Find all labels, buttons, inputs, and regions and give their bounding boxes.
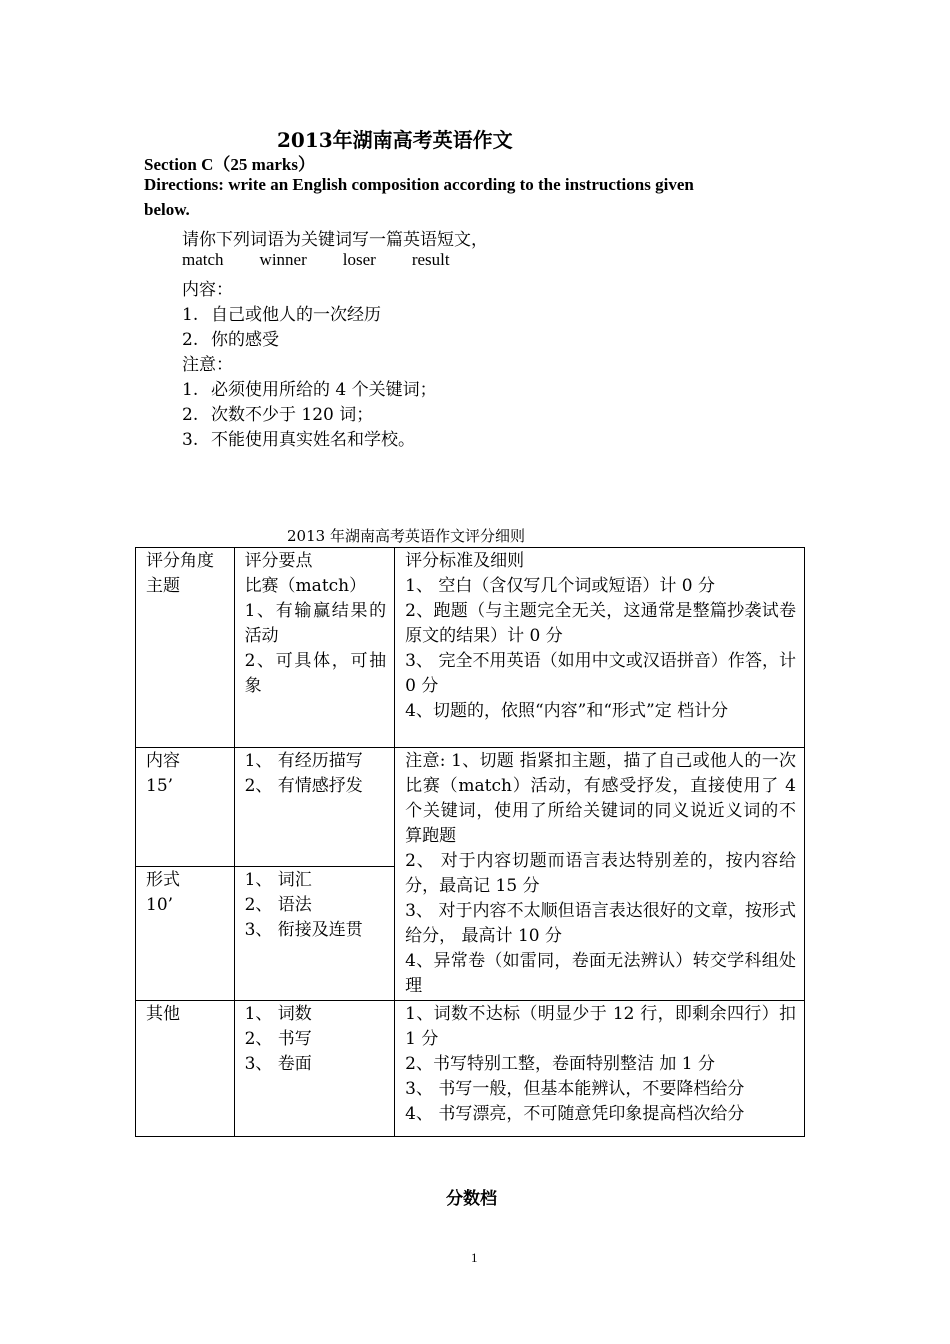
list-text: 你的感受	[211, 330, 279, 350]
cell-line: 其他	[146, 1004, 180, 1024]
cell-line: 2、 对于内容切题而语言表达特别差的，按内容给分，最高记 15 分	[405, 851, 797, 896]
table-cell	[136, 1001, 235, 1137]
content-item	[182, 300, 381, 325]
table-cell	[395, 1001, 805, 1137]
note-item	[182, 425, 415, 450]
section-heading: Section C（25 marks）	[144, 155, 315, 174]
cell-line: 评分角度	[146, 551, 214, 571]
list-text: 自己或他人的一次经历	[211, 305, 381, 325]
cell-line: 4、 书写漂亮，不可随意凭印象提高档次给分	[405, 1104, 745, 1124]
cell-line: 10’	[146, 895, 174, 916]
table-cell	[395, 748, 805, 1001]
table-caption: 2013 年湖南高考英语作文评分细则	[287, 527, 525, 545]
prompt-text: 请你下列词语为关键词写一篇英语短文，	[182, 230, 488, 250]
table-cell	[395, 548, 805, 748]
cell-line: 3、 卷面	[244, 1054, 312, 1074]
table-cell	[136, 748, 235, 867]
note-item	[182, 400, 373, 425]
cell-line: 2、可具体，可抽象	[244, 651, 387, 696]
list-number: 2.	[182, 330, 199, 350]
cell-line: 1、 词数	[244, 1004, 312, 1024]
list-number: 1.	[182, 305, 199, 325]
list-text: 次数不少于 120 词；	[211, 405, 374, 425]
keyword: match	[182, 250, 224, 269]
keyword: winner	[259, 250, 307, 269]
cell-line: 3、 书写一般，但基本能辨认，不要降档给分	[405, 1079, 745, 1099]
keywords-row	[182, 250, 450, 270]
list-text: 不能使用真实姓名和学校。	[211, 430, 415, 450]
cell-line: 3、 完全不用英语（如用中文或汉语拼音）作答，计 0 分	[405, 651, 796, 696]
list-text: 必须使用所给的 4 个关键词；	[211, 380, 437, 400]
keyword: result	[411, 250, 450, 269]
cell-line: 1、 有经历描写	[244, 751, 363, 771]
table-cell	[136, 867, 235, 1001]
cell-line: 评分要点	[244, 551, 313, 571]
page-number: 1	[471, 1250, 478, 1265]
table-row	[136, 1001, 805, 1137]
list-number: 2.	[182, 405, 199, 425]
cell-line: 4、异常卷（如雷同，卷面无法辨认）转交学科组处理	[405, 951, 796, 996]
table-row	[136, 548, 805, 748]
table-cell	[234, 548, 395, 748]
cell-line: 2、 书写	[244, 1029, 312, 1049]
content-item	[182, 325, 279, 350]
cell-line: 2、 有情感抒发	[244, 776, 363, 796]
cell-line: 2、书写特别工整，卷面特别整洁 加 1 分	[405, 1054, 715, 1074]
cell-line: 注意: 1、切题 指紧扣主题，描了自己或他人的一次比赛（match）活动，有感受抒发，直接使用了 4 个关键词，使用了所给关键词的同义说近义词的不算跑题	[405, 751, 796, 846]
keyword: loser	[342, 250, 376, 269]
cell-line: 3、 衔接及连贯	[244, 920, 363, 941]
document-title: 2013年湖南高考英语作文	[277, 128, 513, 152]
cell-line: 1、词数不达标（明显少于 12 行，即剩余四行）扣 1 分	[405, 1004, 796, 1049]
cell-line: 主题	[146, 576, 180, 596]
scoring-rubric-table	[135, 547, 805, 1137]
cell-line: 2、 语法	[244, 895, 312, 916]
content-label: 内容：	[182, 280, 233, 300]
score-bands-heading: 分数档	[446, 1189, 497, 1209]
cell-line: 15’	[146, 776, 174, 796]
table-cell	[234, 867, 395, 1001]
cell-line: 比赛（match）	[244, 576, 367, 596]
table-cell	[136, 548, 235, 748]
table-cell	[234, 1001, 395, 1137]
cell-line: 3、 对于内容不太顺但语言表达很好的文章，按形式给分， 最高计 10 分	[405, 901, 796, 946]
notes-label: 注意：	[182, 355, 233, 375]
directions-line-2: below.	[144, 200, 190, 219]
directions-line-1: Directions: write an English composition according to the instructions given	[144, 175, 694, 194]
cell-line: 4、切题的，依照“内容”和“形式”定 档计分	[405, 701, 729, 721]
cell-line: 内容	[146, 751, 180, 771]
table-row	[136, 748, 805, 867]
cell-line: 2、跑题（与主题完全无关，这通常是整篇抄袭试卷原文的结果）计 0 分	[405, 601, 796, 646]
cell-line: 1、 空白（含仅写几个词或短语）计 0 分	[405, 576, 715, 596]
table-cell	[234, 748, 395, 867]
cell-line: 形式	[146, 870, 180, 891]
cell-line: 评分标准及细则	[405, 551, 525, 571]
cell-line: 1、有输赢结果的活动	[244, 601, 387, 646]
note-item	[182, 375, 437, 400]
list-number: 3.	[182, 430, 199, 450]
cell-line: 1、 词汇	[244, 870, 312, 891]
list-number: 1.	[182, 380, 199, 400]
